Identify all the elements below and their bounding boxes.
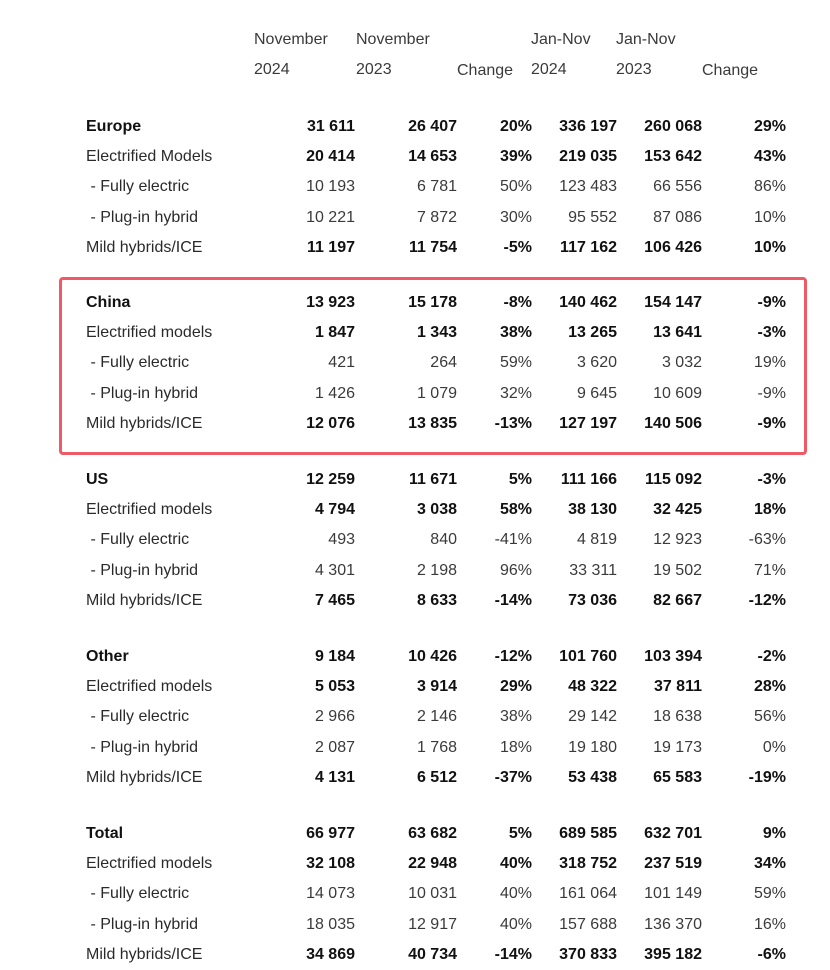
- cell-ytd-2023: 13 641: [653, 324, 702, 342]
- cell-nov-2024: 493: [328, 531, 355, 549]
- table-row: [0, 495, 830, 525]
- row-label: Electrified Models: [86, 148, 213, 166]
- cell-nov-2023: 6 512: [416, 768, 457, 786]
- header-col1-line1: November: [254, 31, 328, 48]
- cell-nov-2023: 3 038: [416, 501, 457, 519]
- cell-ytd-change: 43%: [753, 148, 786, 166]
- header-col6: Change: [702, 62, 759, 79]
- cell-ytd-change: 19%: [753, 354, 786, 372]
- cell-ytd-change: 71%: [753, 561, 786, 579]
- cell-nov-change: 50%: [499, 178, 532, 196]
- cell-nov-change: 38%: [499, 324, 532, 342]
- cell-nov-change: 38%: [499, 708, 532, 726]
- table-row: [0, 525, 830, 555]
- cell-ytd-change: -2%: [757, 648, 786, 665]
- cell-nov-2023: 13 835: [408, 414, 457, 432]
- cell-nov-2023: 15 178: [408, 294, 457, 311]
- row-label: Mild hybrids/ICE: [86, 238, 203, 256]
- row-label: - Plug-in hybrid: [86, 208, 199, 226]
- cell-nov-change: 5%: [508, 825, 532, 842]
- cell-ytd-2024: 318 752: [559, 855, 617, 873]
- row-label: - Plug-in hybrid: [86, 384, 199, 402]
- row-label: Mild hybrids/ICE: [86, 768, 203, 786]
- cell-nov-change: 30%: [499, 208, 532, 226]
- cell-ytd-2023: 32 425: [653, 501, 702, 519]
- cell-nov-change: 58%: [499, 501, 532, 519]
- cell-nov-change: 20%: [499, 118, 532, 135]
- row-label: China: [86, 294, 131, 311]
- cell-ytd-2023: 37 811: [653, 678, 702, 696]
- row-label: - Fully electric: [86, 531, 190, 549]
- cell-ytd-change: -3%: [757, 471, 786, 488]
- table-row: [0, 409, 830, 439]
- cell-nov-change: 32%: [499, 384, 532, 402]
- table-row: [0, 556, 830, 586]
- table-row: [0, 642, 830, 672]
- cell-nov-2024: 5 053: [314, 678, 355, 696]
- cell-ytd-change: 86%: [753, 178, 786, 196]
- row-label: Mild hybrids/ICE: [86, 414, 203, 432]
- cell-nov-2023: 10 426: [408, 648, 457, 665]
- header-col4-line2: 2024: [531, 61, 567, 78]
- cell-nov-2024: 4 131: [314, 768, 355, 786]
- table-row: [0, 112, 830, 142]
- cell-nov-change: 40%: [499, 855, 532, 873]
- cell-ytd-2024: 29 142: [568, 708, 617, 726]
- cell-ytd-2023: 115 092: [645, 471, 702, 488]
- header-col3: Change: [457, 62, 514, 79]
- cell-ytd-2023: 3 032: [661, 354, 702, 372]
- cell-ytd-2023: 106 426: [644, 238, 702, 256]
- cell-nov-2023: 1 079: [416, 384, 457, 402]
- cell-ytd-2024: 3 620: [576, 354, 617, 372]
- cell-nov-change: -5%: [503, 238, 532, 256]
- cell-ytd-2024: 370 833: [559, 945, 617, 963]
- table-row: [0, 849, 830, 879]
- cell-ytd-2023: 260 068: [644, 118, 702, 135]
- cell-ytd-2024: 111 166: [560, 471, 617, 488]
- cell-nov-change: -14%: [494, 945, 532, 963]
- cell-nov-2024: 4 794: [314, 501, 355, 519]
- table-row: [0, 203, 830, 233]
- row-label: - Fully electric: [86, 708, 190, 726]
- cell-ytd-change: -3%: [757, 324, 786, 342]
- cell-ytd-change: -63%: [748, 531, 786, 549]
- row-label: Total: [86, 825, 124, 842]
- cell-ytd-change: 34%: [753, 855, 786, 873]
- row-label: Electrified models: [86, 324, 213, 342]
- cell-ytd-2023: 10 609: [653, 384, 702, 402]
- cell-ytd-change: -9%: [757, 384, 786, 402]
- table-row: [0, 819, 830, 849]
- cell-nov-2023: 40 734: [408, 945, 457, 963]
- cell-ytd-2024: 101 760: [559, 648, 617, 665]
- row-label: Europe: [86, 118, 142, 135]
- table-row: [0, 586, 830, 616]
- row-label: Other: [86, 648, 129, 665]
- cell-ytd-2023: 140 506: [644, 414, 702, 432]
- cell-ytd-2024: 123 483: [559, 178, 617, 196]
- table-row: [0, 733, 830, 763]
- cell-nov-change: 59%: [499, 354, 532, 372]
- cell-ytd-2023: 82 667: [653, 591, 702, 609]
- cell-nov-2023: 2 146: [416, 708, 457, 726]
- cell-nov-change: -12%: [494, 648, 532, 665]
- cell-ytd-change: 10%: [753, 208, 786, 226]
- header-col1-line2: 2024: [254, 61, 290, 78]
- cell-ytd-2023: 153 642: [644, 148, 702, 166]
- cell-nov-2023: 10 031: [408, 885, 457, 903]
- cell-nov-change: 40%: [499, 885, 532, 903]
- cell-nov-2024: 18 035: [306, 915, 355, 933]
- cell-nov-2024: 34 869: [306, 945, 355, 963]
- cell-ytd-2024: 336 197: [559, 118, 617, 135]
- table-row: [0, 172, 830, 202]
- cell-nov-change: 96%: [499, 561, 532, 579]
- cell-nov-2024: 10 221: [306, 208, 355, 226]
- cell-nov-2024: 12 076: [306, 414, 355, 432]
- row-label: Mild hybrids/ICE: [86, 591, 203, 609]
- cell-nov-2024: 66 977: [306, 825, 355, 842]
- cell-ytd-2023: 136 370: [644, 915, 702, 933]
- cell-ytd-2024: 157 688: [559, 915, 617, 933]
- table-row: [0, 142, 830, 172]
- cell-nov-2023: 264: [430, 354, 457, 372]
- cell-ytd-2024: 13 265: [568, 324, 617, 342]
- cell-ytd-2023: 19 173: [653, 738, 702, 756]
- cell-ytd-2024: 73 036: [568, 591, 617, 609]
- cell-nov-change: -8%: [503, 294, 532, 311]
- cell-nov-2024: 32 108: [306, 855, 355, 873]
- cell-nov-2023: 7 872: [416, 208, 457, 226]
- table-row: [0, 233, 830, 263]
- header-col2-line1: November: [356, 31, 430, 48]
- cell-ytd-2023: 101 149: [644, 885, 702, 903]
- cell-nov-2023: 11 671: [408, 471, 457, 488]
- cell-nov-change: 39%: [499, 148, 532, 166]
- cell-nov-2023: 22 948: [408, 855, 457, 873]
- cell-nov-2024: 2 087: [314, 738, 355, 756]
- cell-nov-2024: 4 301: [314, 561, 355, 579]
- cell-ytd-change: 10%: [753, 238, 786, 256]
- cell-ytd-change: 28%: [753, 678, 786, 696]
- cell-nov-2024: 11 197: [306, 238, 355, 256]
- row-label: - Plug-in hybrid: [86, 738, 199, 756]
- cell-nov-2024: 2 966: [314, 708, 355, 726]
- cell-nov-2023: 63 682: [408, 825, 457, 842]
- cell-ytd-2024: 48 322: [568, 678, 617, 696]
- cell-ytd-2023: 154 147: [644, 294, 702, 311]
- cell-ytd-2024: 4 819: [576, 531, 617, 549]
- cell-ytd-change: 16%: [753, 915, 786, 933]
- cell-nov-2024: 421: [328, 354, 355, 372]
- cell-ytd-2024: 140 462: [559, 294, 617, 311]
- cell-ytd-change: -9%: [757, 294, 786, 311]
- cell-ytd-2023: 87 086: [653, 208, 702, 226]
- cell-nov-2024: 12 259: [306, 471, 355, 488]
- cell-nov-2023: 3 914: [416, 678, 457, 696]
- cell-ytd-change: 0%: [762, 738, 786, 756]
- cell-ytd-2024: 9 645: [576, 384, 617, 402]
- cell-nov-2024: 13 923: [306, 294, 355, 311]
- cell-ytd-2023: 66 556: [653, 178, 702, 196]
- cell-ytd-2024: 53 438: [568, 768, 617, 786]
- cell-nov-change: 40%: [499, 915, 532, 933]
- table-row: [0, 348, 830, 378]
- table-row: [0, 465, 830, 495]
- cell-nov-change: -14%: [494, 591, 532, 609]
- row-label: - Fully electric: [86, 885, 190, 903]
- cell-ytd-2024: 127 197: [559, 414, 617, 432]
- cell-nov-2024: 14 073: [306, 885, 355, 903]
- cell-nov-2024: 7 465: [314, 591, 355, 609]
- header-col4-line1: Jan-Nov: [531, 31, 591, 48]
- cell-ytd-change: 18%: [753, 501, 786, 519]
- cell-ytd-2023: 237 519: [644, 855, 702, 873]
- cell-ytd-2023: 19 502: [653, 561, 702, 579]
- cell-nov-2023: 14 653: [408, 148, 457, 166]
- cell-nov-2023: 26 407: [408, 118, 457, 135]
- cell-ytd-2024: 33 311: [569, 561, 617, 579]
- table-row: [0, 910, 830, 940]
- cell-ytd-change: 29%: [753, 118, 786, 135]
- table-row: [0, 940, 830, 970]
- table-row: [0, 879, 830, 909]
- cell-nov-change: -37%: [494, 768, 532, 786]
- cell-nov-2024: 31 611: [306, 118, 355, 135]
- cell-ytd-2023: 18 638: [653, 708, 702, 726]
- table-row: [0, 702, 830, 732]
- cell-nov-change: 5%: [508, 471, 532, 488]
- cell-nov-2024: 1 847: [314, 324, 355, 342]
- cell-nov-2023: 6 781: [416, 178, 457, 196]
- cell-nov-2024: 20 414: [306, 148, 355, 166]
- table-row: [0, 318, 830, 348]
- header-col5-line2: 2023: [616, 61, 652, 78]
- cell-nov-2023: 11 754: [408, 238, 457, 256]
- cell-nov-2023: 12 917: [408, 915, 457, 933]
- header-col5-line1: Jan-Nov: [616, 31, 676, 48]
- header-col2-line2: 2023: [356, 61, 392, 78]
- cell-ytd-2023: 12 923: [653, 531, 702, 549]
- table-row: [0, 379, 830, 409]
- row-label: Electrified models: [86, 501, 213, 519]
- cell-ytd-2024: 95 552: [568, 208, 617, 226]
- cell-ytd-change: -9%: [757, 414, 786, 432]
- cell-ytd-2023: 65 583: [653, 768, 702, 786]
- cell-ytd-2024: 689 585: [559, 825, 617, 842]
- cell-ytd-2023: 103 394: [644, 648, 702, 665]
- row-label: Electrified models: [86, 855, 213, 873]
- cell-ytd-change: 56%: [753, 708, 786, 726]
- row-label: Electrified models: [86, 678, 213, 696]
- cell-ytd-2023: 632 701: [644, 825, 702, 842]
- cell-ytd-change: 9%: [762, 825, 786, 842]
- cell-ytd-change: 59%: [753, 885, 786, 903]
- cell-ytd-2023: 395 182: [644, 945, 702, 963]
- row-label: - Plug-in hybrid: [86, 915, 199, 933]
- cell-ytd-change: -12%: [748, 591, 786, 609]
- row-label: - Fully electric: [86, 178, 190, 196]
- cell-nov-2024: 9 184: [314, 648, 355, 665]
- cell-nov-change: -13%: [494, 414, 532, 432]
- cell-ytd-2024: 117 162: [560, 238, 617, 256]
- cell-ytd-2024: 161 064: [559, 885, 617, 903]
- cell-nov-change: 18%: [499, 738, 532, 756]
- cell-ytd-2024: 19 180: [568, 738, 617, 756]
- cell-nov-2024: 10 193: [306, 178, 355, 196]
- cell-nov-change: -41%: [494, 531, 532, 549]
- cell-nov-2024: 1 426: [314, 384, 355, 402]
- cell-nov-2023: 1 768: [416, 738, 457, 756]
- table-row: [0, 288, 830, 318]
- row-label: Mild hybrids/ICE: [86, 945, 203, 963]
- row-label: - Fully electric: [86, 354, 190, 372]
- cell-nov-2023: 2 198: [416, 561, 457, 579]
- table-row: [0, 672, 830, 702]
- cell-ytd-change: -6%: [757, 945, 786, 963]
- cell-nov-2023: 1 343: [416, 324, 457, 342]
- table-row: [0, 763, 830, 793]
- cell-nov-2023: 840: [430, 531, 457, 549]
- row-label: - Plug-in hybrid: [86, 561, 199, 579]
- cell-nov-change: 29%: [499, 678, 532, 696]
- cell-ytd-2024: 219 035: [559, 148, 617, 166]
- row-label: US: [86, 471, 109, 488]
- cell-nov-2023: 8 633: [416, 591, 457, 609]
- cell-ytd-change: -19%: [748, 768, 786, 786]
- cell-ytd-2024: 38 130: [568, 501, 617, 519]
